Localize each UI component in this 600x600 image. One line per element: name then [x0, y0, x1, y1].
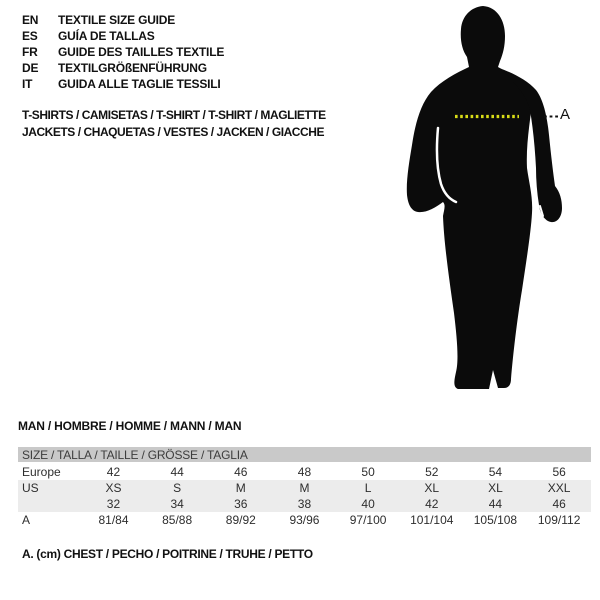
- row-label: [18, 496, 82, 512]
- size-table-body: [18, 447, 591, 528]
- language-code: IT: [22, 77, 33, 91]
- size-cell: L: [336, 480, 400, 496]
- language-code: ES: [22, 29, 38, 43]
- size-cell: 54: [488, 465, 503, 479]
- table-row: [18, 463, 591, 480]
- size-cell: 89/92: [225, 513, 256, 527]
- size-cell: 46: [234, 465, 248, 479]
- language-row: [22, 28, 224, 44]
- row-label: US: [18, 480, 82, 496]
- size-cell: 93/96: [289, 513, 320, 527]
- size-cell: 81/84: [98, 513, 129, 527]
- table-row: [18, 512, 591, 528]
- size-cell: 40: [336, 496, 400, 512]
- size-cell: 48: [297, 465, 312, 479]
- row-label: Europe: [22, 465, 61, 479]
- table-row: [18, 480, 591, 496]
- size-cell: 38: [273, 496, 337, 512]
- language-title: GUÍA DE TALLAS: [58, 29, 155, 43]
- size-cell: 109/112: [537, 513, 581, 527]
- table-header-row: [18, 447, 591, 463]
- size-table: [18, 447, 591, 528]
- size-cell: S: [145, 480, 209, 496]
- size-cell: XL: [464, 480, 528, 496]
- man-silhouette-figure: [403, 0, 571, 400]
- language-title: TEXTILGRÖßENFÜHRUNG: [58, 61, 207, 75]
- size-cell: 34: [145, 496, 209, 512]
- language-row: [22, 44, 224, 60]
- language-title: TEXTILE SIZE GUIDE: [58, 13, 176, 27]
- language-title: GUIDA ALLE TAGLIE TESSILI: [58, 77, 221, 91]
- size-cell: 44: [170, 465, 184, 479]
- size-cell: 36: [209, 496, 273, 512]
- size-cell: 42: [400, 496, 464, 512]
- table-row: [18, 496, 591, 512]
- garment-categories: [22, 107, 326, 141]
- language-code: DE: [22, 61, 39, 75]
- measurement-footnote: A. (cm) CHEST / PECHO / POITRINE / TRUHE / PETTO: [22, 547, 313, 561]
- category-tshirts: T-SHIRTS / CAMISETAS / T-SHIRT / T-SHIRT / MAGLIETTE: [22, 108, 326, 122]
- measure-label-a: A: [560, 106, 571, 123]
- size-cell: 32: [82, 496, 146, 512]
- size-cell: 50: [361, 465, 375, 479]
- size-cell: 44: [464, 496, 528, 512]
- size-cell: 56: [552, 465, 566, 479]
- size-cell: 85/88: [162, 513, 193, 527]
- size-cell: M: [209, 480, 273, 496]
- size-cell: 101/104: [410, 513, 454, 527]
- language-row: [22, 12, 224, 28]
- man-silhouette: [407, 6, 562, 389]
- row-label: A: [22, 513, 31, 527]
- category-jackets: JACKETS / CHAQUETAS / VESTES / JACKEN / GIACCHE: [22, 125, 325, 139]
- language-code: EN: [22, 13, 39, 27]
- section-heading-man: MAN / HOMBRE / HOMME / MANN / MAN: [18, 419, 242, 433]
- language-row: [22, 76, 224, 92]
- size-cell: M: [273, 480, 337, 496]
- size-cell: XXL: [527, 480, 591, 496]
- size-cell: XS: [82, 480, 146, 496]
- size-cell: 42: [106, 465, 121, 479]
- table-header-label: SIZE / TALLA / TAILLE / GRÖSSE / TAGLIA: [18, 447, 591, 463]
- size-cell: 105/108: [473, 513, 518, 527]
- language-list: [22, 12, 224, 92]
- size-cell: 52: [425, 465, 439, 479]
- size-cell: 46: [527, 496, 591, 512]
- language-title: GUIDE DES TAILLES TEXTILE: [58, 45, 225, 59]
- size-cell: 97/100: [349, 513, 387, 527]
- size-cell: XL: [400, 480, 464, 496]
- language-row: [22, 60, 224, 76]
- language-code: FR: [22, 45, 38, 59]
